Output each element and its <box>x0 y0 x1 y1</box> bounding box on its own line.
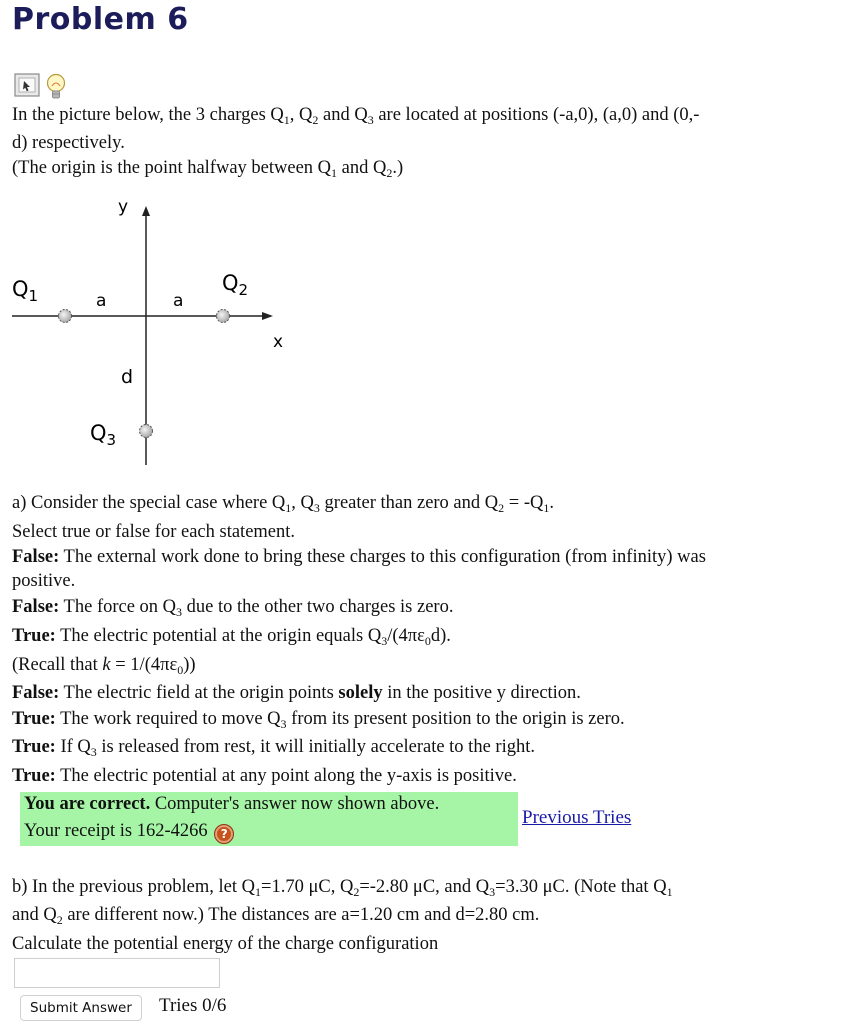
statement-3-answer: True: <box>12 626 56 646</box>
y-axis-label: y <box>118 197 129 217</box>
q3-label: $Q_3$ <box>90 421 117 449</box>
intro-line-1: In the picture below, the 3 charges $Q_1$, $Q_2$ and $Q_3$ are located at positions (-a,0), (a,0) and (0,- <box>12 105 700 127</box>
x-axis-label: x <box>273 332 284 352</box>
hint-lightbulb-icon[interactable] <box>48 75 65 99</box>
part-a-intro: a) Consider the special case where $Q_1$, $Q_3$ greater than zero and $Q_2 = -Q_1$. <box>12 493 554 515</box>
statement-2-answer: False: <box>12 597 60 617</box>
statement-7: True: The electric potential at any point along the y-axis is positive. <box>12 766 517 786</box>
statement-2: False: The force on $Q_3$ due to the other two charges is zero. <box>12 597 454 619</box>
distance-a-right: a <box>173 291 184 311</box>
x-axis-arrow <box>262 312 273 320</box>
distance-d: d <box>121 366 134 388</box>
part-b-question: Calculate the potential energy of the charge configuration <box>12 934 439 954</box>
distance-a-left: a <box>96 291 107 311</box>
statement-7-answer: True: <box>12 766 56 786</box>
submit-answer-button[interactable]: Submit Answer <box>20 995 142 1021</box>
part-b-line-2: and $Q_2$ are different now.) The distances are a=1.20 cm and d=2.80 cm. <box>12 905 540 927</box>
q1-label: $Q_1$ <box>12 277 39 305</box>
part-b-line-1: b) In the previous problem, let $Q_1=1.70$ μC, $Q_2=-2.80$ μC, and $Q_3=3.30$ μC. (Note that $Q_1$ <box>12 877 673 899</box>
charge-diagram <box>10 190 300 480</box>
q2-label: $Q_2$ <box>222 271 249 299</box>
receipt-text: Your receipt is 162-4266 <box>24 821 208 841</box>
intro-line-3: (The origin is the point halfway between $Q_1$ and $Q_2$.) <box>12 158 404 180</box>
statement-1-answer: False: <box>12 547 60 567</box>
y-axis-arrow <box>142 206 150 216</box>
statement-1-cont: positive. <box>12 571 76 591</box>
charge-q2 <box>217 310 230 323</box>
statement-5: True: The work required to move $Q_3$ from its present position to the origin is zero. <box>12 709 625 731</box>
help-icon[interactable]: ? <box>214 824 234 844</box>
previous-tries-link[interactable]: Previous Tries <box>522 807 632 828</box>
correct-feedback-box <box>20 792 518 846</box>
answer-input[interactable] <box>14 958 220 988</box>
statement-4: False: The electric field at the origin points solely in the positive y direction. <box>12 683 581 703</box>
part-a-instruction: Select true or false for each statement. <box>12 522 296 542</box>
statement-1: False: The external work done to bring these charges to this configuration (from infinity) was <box>12 547 706 567</box>
statement-3: True: The electric potential at the origin equals $Q_3/(4\pi\varepsilon_0d)$. <box>12 626 451 648</box>
feedback-icon[interactable] <box>15 74 39 96</box>
charge-q3 <box>140 425 153 438</box>
intro-line-2: d) respectively. <box>12 133 125 153</box>
charge-q1 <box>59 310 72 323</box>
statement-5-answer: True: <box>12 709 56 729</box>
receipt-line <box>24 821 234 844</box>
problem-title: Problem 6 <box>12 2 189 37</box>
correct-message: You are correct. Computer's answer now shown above. <box>24 794 440 814</box>
tries-counter: Tries 0/6 <box>159 995 227 1016</box>
statement-6: True: If $Q_3$ is released from rest, it will initially accelerate to the right. <box>12 737 535 759</box>
header-icons <box>14 72 74 104</box>
statement-6-answer: True: <box>12 737 56 757</box>
statement-4-answer: False: <box>12 683 60 703</box>
recall-note: (Recall that $k = 1/(4\pi\varepsilon_0)$) <box>12 655 196 677</box>
